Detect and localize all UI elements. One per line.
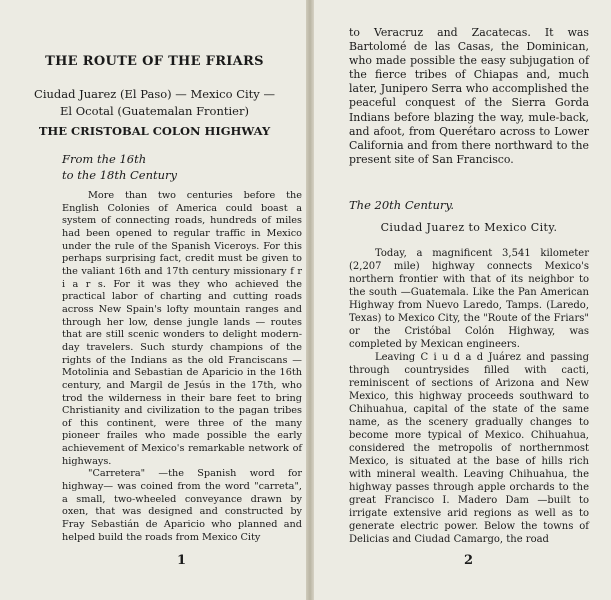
route-subtitle: [0, 86, 309, 120]
page-title: THE ROUTE OF THE FRIARS: [45, 54, 264, 69]
period-heading-line-2: to the 18th Century: [62, 168, 178, 182]
period-heading-line-1: From the 16th: [62, 152, 147, 166]
page-number-right: 2: [464, 553, 474, 568]
page-number-left: 1: [177, 553, 187, 568]
subtitle-line-1: Ciudad Juarez (El Paso) — Mexico City —: [34, 87, 275, 101]
left-paragraph-1: More than two centuries before the English Colonies of America could boast a system of connecting roads, hundreds of miles had been opened to regular traffic in Mexico under the rule of the Spanish Viceroys. For this perhaps surprising fact, credit must be given to the valiant 16th and 17th century missionary f r i a r s. For it was they who achieved the practical labor of charting and cutting roads across New Spain's lofty mountain ranges and through her low, dense jungle lands — routes that are still scenic wonders to delight modern-day travelers. Such sturdy champions of the rights of the Indians as the old Franciscans — Motolinia and Sebastian de Aparicio in the 16th century, and Margil de Jesús in the 17th, who trod the wilderness in their bare feet to bring Christianity and civilization to the pagan tribes of this continent, were three of the many pioneer frailes who made possible the early achievement of Mexico's remarkable network of highways.: [62, 190, 302, 467]
right-continued-text: [349, 26, 589, 167]
subtitle-line-2: El Ocotal (Guatemalan Frontier): [60, 104, 249, 118]
route-heading: Ciudad Juarez to Mexico City.: [380, 221, 558, 234]
right-body-text: [349, 247, 589, 546]
right-paragraph-1: Today, a magnificent 3,541 kilometer (2,207 mile) highway connects Mexico's northern frontier with that of its neighbor to the south —Guatemala. Like the Pan American Highway from Nuevo Laredo, Tamps. (Laredo, Texas) to Mexico City, the "Route of the Friars" or the Cristóbal Colón Highway, was completed by Mexican engineers.: [349, 248, 589, 351]
left-paragraph-2: "Carretera" —the Spanish word for highway— was coined from the word "carreta", a small, two-wheeled conveyance drawn by oxen, that was designed and constructed by Fray Sebastián de Aparicio who planned and helped build the roads from Mexico City: [62, 468, 302, 543]
right-paragraph-continued: to Veracruz and Zacatecas. It was Bartolomé de las Casas, the Dominican, who made possible the easy subjugation of the fierce tribes of Chiapas and, much later, Junipero Serra who accomplished the peaceful conquest of the Sierra Gorda Indians before blazing the way, mule-back, and afoot, from Querétaro across to Lower California and from there northward to the present site of San Francisco.: [349, 26, 589, 166]
section-heading: THE CRISTOBAL COLON HIGHWAY: [38, 124, 271, 138]
twentieth-century-heading: The 20th Century.: [349, 198, 455, 212]
right-paragraph-2: Leaving C i u d a d Juárez and passing through countrysides filled with cacti, reminiscent of sections of Arizona and New Mexico, this highway proceeds southward to Chihuahua, capital of the state of the same name, as the scenery gradually changes to become more typical of Mexico. Chihuahua, considered the metropolis of northernmost Mexico, is situated at the base of hills rich with mineral wealth. Leaving Chihuahua, the highway passes through apple orchards to the great Francisco I. Madero Dam —built to irrigate extensive arid regions as well as to generate electric power. Below the towns of Delicias and Ciudad Camargo, the road: [349, 352, 589, 546]
left-body-text: [62, 190, 302, 544]
